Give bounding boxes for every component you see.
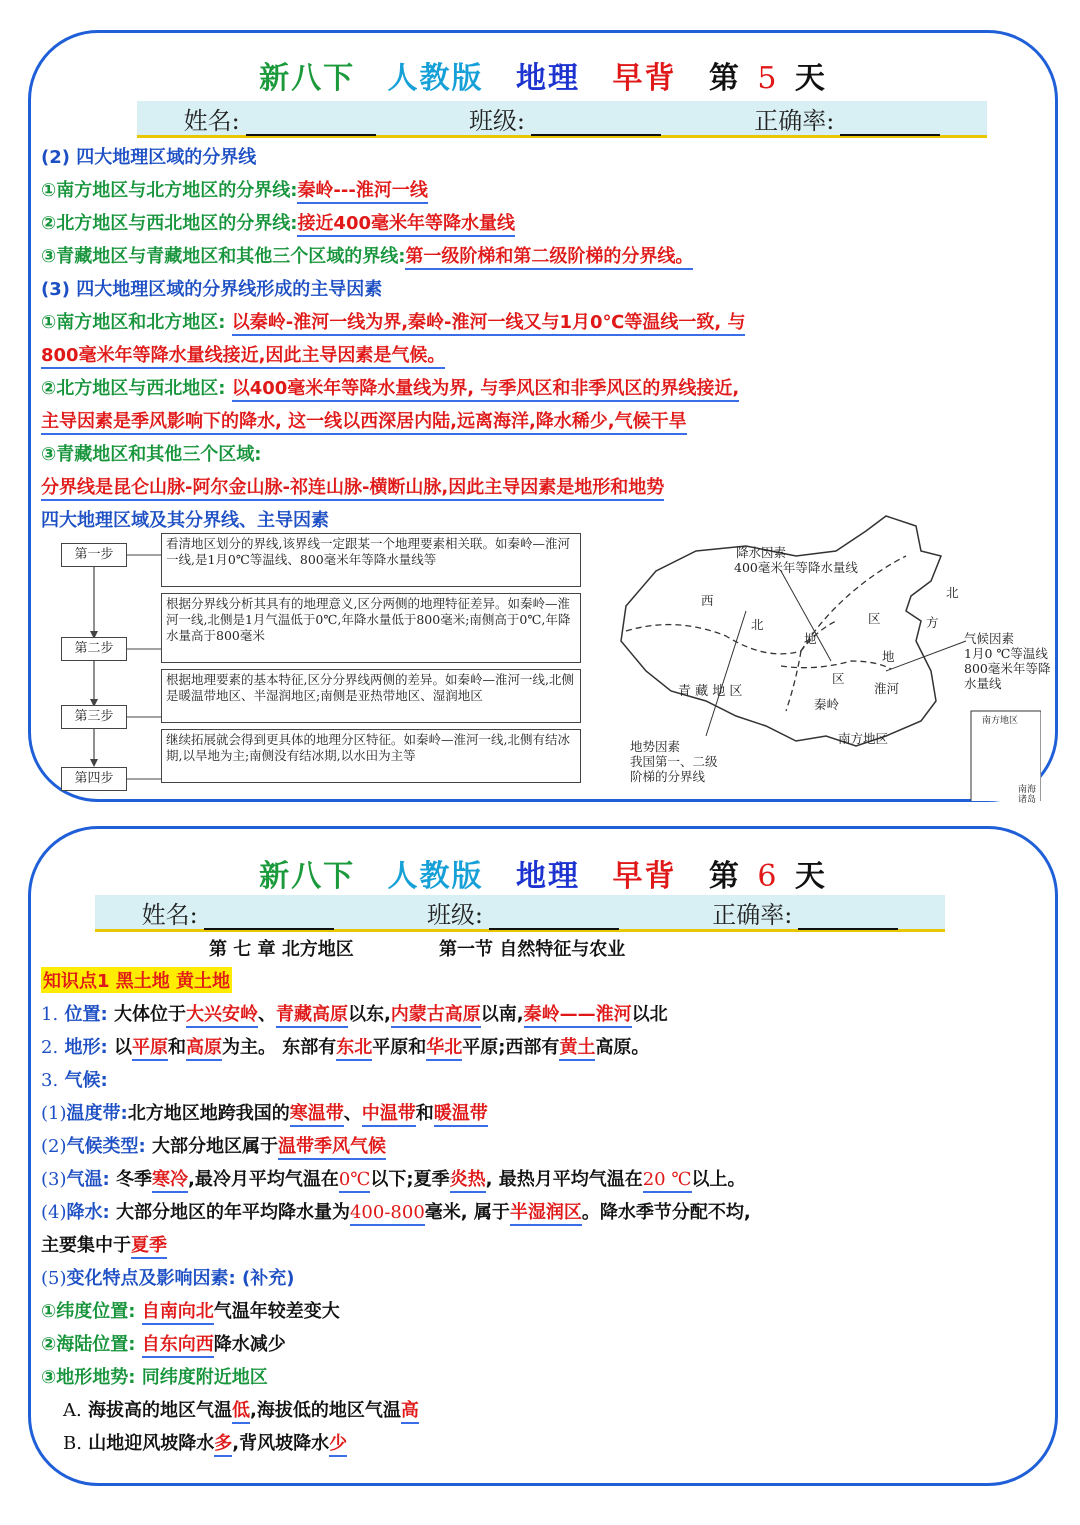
map-label: 气候因素 [964,631,1015,646]
title-subject: 地理 [516,61,580,96]
map-label: 秦岭 [814,697,840,712]
step-3-label: 第三步 [61,705,127,729]
map-label: 区 [832,671,845,686]
rate-field[interactable] [798,904,898,930]
step-4-text: 继续拓展就会得到更具体的地理分区特征。如秦岭—淮河一线,北侧有结冰期,以旱地为主;南侧没有结冰期,以水田为主等 [161,729,581,783]
name-field[interactable] [246,110,376,136]
map-label: 南方地区 [982,716,1019,726]
map-label: 400毫米年等降水量线 [734,560,858,575]
title-edition: 人教版 [387,859,484,894]
precipitation-line: (4)降水: 大部分地区的年平均降水量为400-800毫米, 属于半湿润区。降水季节分配不均, [41,1198,751,1224]
climate-line: 3. 气候: [41,1070,108,1091]
map-label: 阶梯的分界线 [630,769,706,784]
section-title: 第一节 自然特征与农业 [439,939,626,960]
rate-label: 正确率: [754,106,835,135]
temperature-zone-line: (1)温度带:北方地区地跨我国的寒温带、中温带和暖温带 [41,1099,488,1125]
step-3-text: 根据地理要素的基本特征,区分分界线两侧的差异。如秦岭—淮河一线,北侧是暖温带地区、半湿润地区;南侧是亚热带地区、湿润地区 [161,669,581,723]
map-label: 1月0 ℃等温线 [964,646,1048,661]
step-2-label: 第二步 [61,637,127,661]
map-label: 淮河 [874,681,900,696]
title-subject: 地理 [516,859,580,894]
temperature-line: (3)气温: 冬季寒冷,最冷月平均气温在0℃以下;夏季炎热, 最热月平均气温在20 ℃以上。 [41,1165,746,1191]
knowledge-point: 知识点1 黑土地 黄土地 [41,967,232,993]
map-label: 地势因素 [630,739,681,754]
day6-title [31,851,1055,895]
map-label: 方 [926,615,939,630]
factor-terrain: ③地形地势: 同纬度附近地区 [41,1367,268,1388]
factor-1-cont: 800毫米年等降水量线接近,因此主导因素是气候。 [41,341,445,367]
day6-card [28,826,1058,1486]
factor-2-cont: 主导因素是季风影响下的降水, 这一线以西深居内陆,远离海洋,降水稀少,气候干旱 [41,407,687,433]
altitude-rule: A. 海拔高的地区气温低,海拔低的地区气温高 [63,1396,419,1422]
title-edition: 人教版 [387,61,484,96]
class-label: 班级: [426,900,484,929]
map-label: 降水因素 [736,545,787,560]
map-label: 地 [882,649,895,664]
step-2-text: 根据分界线分析其具有的地理意义,区分两侧的地理特征差异。如秦岭—淮河一线,北侧是1月气温低于0℃,年降水量低于800毫米;南侧高于0℃,年降水量高于800毫米 [161,593,581,663]
boundary-line-3: ③青藏地区与青藏地区和其他三个区域的界线:第一级阶梯和第二级阶梯的分界线。 [41,242,693,268]
name-field[interactable] [204,904,334,930]
day5-card [28,30,1058,805]
name-label: 姓名: [141,900,198,929]
title-type: 早背 [612,859,677,894]
factor-3-cont: 分界线是昆仑山脉-阿尔金山脉-祁连山脉-横断山脉,因此主导因素是地形和地势 [41,473,664,499]
map-label: 南方地区 [838,731,889,746]
boundary-line-1: ①南方地区与北方地区的分界线:秦岭---淮河一线 [41,176,428,202]
class-label: 班级: [468,106,526,135]
title-day: 第 5 天 [708,61,827,96]
map-label: 北 [751,617,764,632]
name-label: 姓名: [183,106,240,135]
figure-heading: 四大地理区域及其分界线、主导因素 [41,510,329,531]
map-label: 区 [868,611,881,626]
title-grade: 新八下 [259,61,356,96]
step-1-text: 看清地区划分的界线,该界线一定跟某一个地理要素相关联。如秦岭—淮河一线,是1月0℃等温线、800毫米年等降水量线等 [161,533,581,587]
slope-rule: B. 山地迎风坡降水多,背风坡降水少 [63,1429,347,1455]
factor-land-sea: ②海陆位置: 自东向西降水减少 [41,1330,286,1356]
china-regions-map [586,511,1051,805]
map-label: 我国第一、二级 [630,754,718,769]
factor-2: ②北方地区与西北地区: 以400毫米年等降水量线为界, 与季风区和非季风区的界线接近, [41,374,739,400]
map-label: 南海诸岛 [1018,785,1037,805]
terrain-line: 2. 地形: 以平原和高原为主。 东部有东北平原和华北平原;西部有黄土高原。 [41,1033,649,1059]
student-info-bar [137,101,987,138]
rate-field[interactable] [840,110,940,136]
step-4-label: 第四步 [61,767,127,791]
factor-latitude: ①纬度位置: 自南向北气温年较差变大 [41,1297,340,1323]
class-field[interactable] [489,904,619,930]
chapter-title: 第 七 章 北方地区 [209,939,354,960]
title-day: 第 6 天 [708,859,827,894]
map-label: 北 [946,585,959,600]
climate-type-line: (2)气候类型: 大部分地区属于温带季风气候 [41,1132,386,1158]
variation-heading: (5)变化特点及影响因素: (补充) [41,1268,295,1289]
map-label: 800毫米年等降 [964,661,1051,676]
map-label: 西 [701,593,714,608]
section-heading: (3) 四大地理区域的分界线形成的主导因素 [41,279,383,300]
boundary-line-2: ②北方地区与西北地区的分界线:接近400毫米年等降水量线 [41,209,515,235]
location-line: 1. 位置: 大体位于大兴安岭、青藏高原以东,内蒙古高原以南,秦岭——淮河以北 [41,1000,668,1026]
student-info-bar [95,895,945,932]
factor-3: ③青藏地区和其他三个区域: [41,444,262,465]
map-label: 地 [804,631,817,646]
rate-label: 正确率: [712,900,793,929]
class-field[interactable] [531,110,661,136]
precipitation-line-cont: 主要集中于夏季 [41,1231,167,1257]
steps-diagram [61,531,591,801]
map-label: 水量线 [964,676,1002,691]
title-grade: 新八下 [259,859,356,894]
factor-1: ①南方地区和北方地区: 以秦岭-淮河一线为界,秦岭-淮河一线又与1月0℃等温线一致, 与 [41,308,745,334]
step-1-label: 第一步 [61,543,127,567]
day5-title [31,53,1055,97]
map-label: 青 藏 地 区 [678,684,743,699]
title-type: 早背 [612,61,677,96]
section-heading: (2) 四大地理区域的分界线 [41,147,257,168]
